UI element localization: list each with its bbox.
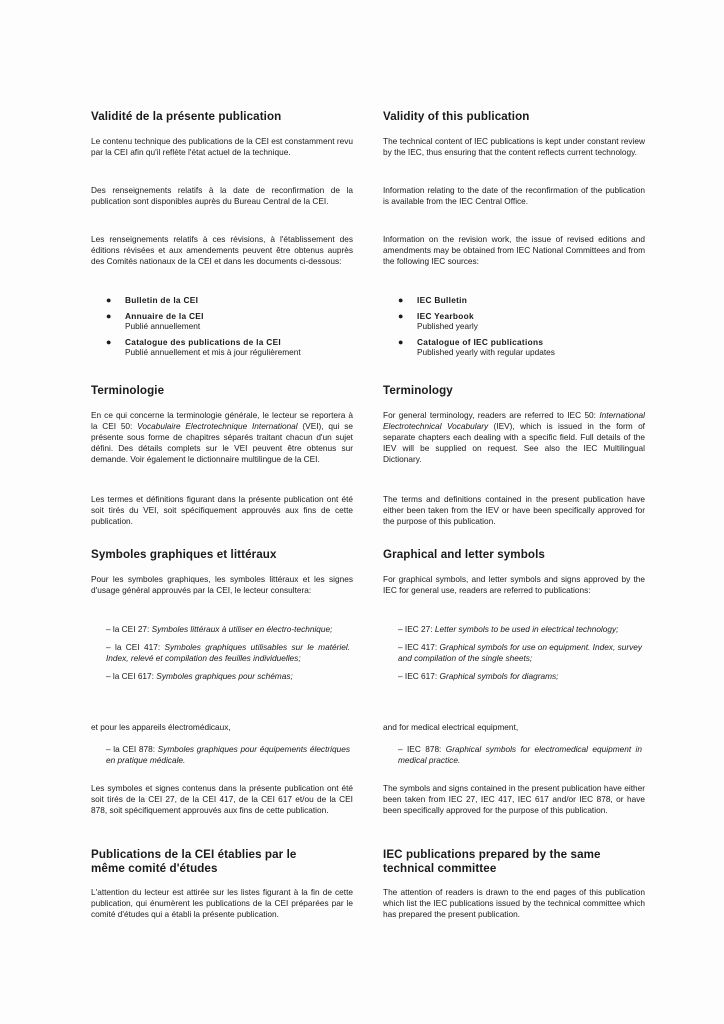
section-title-validity: Validity of this publication <box>383 110 530 123</box>
paragraph: The symbols and signs contained in the present publication have either been taken from IEC 27, IEC 417, IEC 617 and/or IEC 878, or have been specifically approved for the purpose of this publication. <box>383 783 645 815</box>
list-item: – IEC 27: Letter symbols to be used in electrical technology; <box>398 624 619 634</box>
sources-list <box>383 295 645 363</box>
sources-list <box>91 295 353 363</box>
list-item: ● Annuaire de la CEI Publié annuellement <box>106 310 204 331</box>
paragraph: et pour les appareils électromédicaux, <box>91 722 231 732</box>
paragraph: Le contenu technique des publications de la CEI est constamment revu par la CEI afin qu'il reflète l'état actuel de la technique. <box>91 136 353 157</box>
paragraph: and for medical electrical equipment, <box>383 722 519 732</box>
section-title-publications: Publications de la CEI établies par le même comité d'études <box>91 848 297 875</box>
list-item: ● Catalogue of IEC publications Published yearly with regular updates <box>398 336 555 357</box>
paragraph: The attention of readers is drawn to the end pages of this publication which list the IEC publications issued by the technical committee which has prepared the present publication. <box>383 887 645 919</box>
list-item: ● Bulletin de la CEI <box>106 295 199 305</box>
paragraph: Des renseignements relatifs à la date de reconfirmation de la publication sont disponibles auprès du Bureau Central de la CEI. <box>91 185 353 206</box>
symbols-dash-list <box>91 624 353 682</box>
section-title-symboles: Symboles graphiques et littéraux <box>91 548 277 561</box>
section-title-terminology: Terminology <box>383 384 453 397</box>
paragraph: Information on the revision work, the issue of revised editions and amendments may be obtained from IEC National Committees and from the following IEC sources: <box>383 234 645 266</box>
paragraph: Pour les symboles graphiques, les symboles littéraux et les signes d'usage général approuvés par la CEI, le lecteur consultera: <box>91 574 353 595</box>
section-title-symbols: Graphical and letter symbols <box>383 548 545 561</box>
paragraph: Les symboles et signes contenus dans la présente publication ont été soit tirés de la CEI 27, de la CEI 417, de la CEI 617 et/ou de la CEI 878, soit spécifiquement approuvés aux fins de cette publication. <box>91 783 353 815</box>
list-item: – la CEI 417: Symboles graphiques utilisables sur le matériel. Index, relevé et compilation des feuilles individuelles; <box>106 642 350 663</box>
paragraph: For graphical symbols, and letter symbols and signs approved by the IEC for general use, readers are referred to publications: <box>383 574 645 595</box>
paragraph: The technical content of IEC publications is kept under constant review by the IEC, thus ensuring that the content reflects current technology. <box>383 136 645 157</box>
paragraph: Information relating to the date of the reconfirmation of the publication is available from the IEC Central Office. <box>383 185 645 206</box>
list-item: – la CEI 27: Symboles littéraux à utiliser en électro-technique; <box>106 624 333 634</box>
list-item: ● IEC Bulletin <box>398 295 468 305</box>
section-title-validite: Validité de la présente publication <box>91 110 282 123</box>
symbols-dash-list <box>383 624 645 682</box>
paragraph: L'attention du lecteur est attirée sur les listes figurant à la fin de cette publication, qui énumèrent les publications de la CEI préparées par le comité d'études qui a établi la présente publication. <box>91 887 353 919</box>
section-title-terminologie: Terminologie <box>91 384 165 397</box>
list-item: ● Catalogue des publications de la CEI Publié annuellement et mis à jour régulièrement <box>106 336 301 357</box>
paragraph: The terms and definitions contained in the present publication have either been taken from the IEV or have been specifically approved for the purpose of this publication. <box>383 494 645 526</box>
medical-dash-list <box>383 744 645 766</box>
list-item: – la CEI 878: Symboles graphiques pour équipements électriques en pratique médicale. <box>106 744 350 765</box>
list-item: ● IEC Yearbook Published yearly <box>398 310 478 331</box>
medical-dash-list <box>91 744 353 766</box>
paragraph: En ce qui concerne la terminologie générale, le lecteur se reportera à la CEI 50: Vocabulaire Electrotechnique International (VEI), qui se présente sous forme de chapitres séparés traitant chacun d'un sujet défini. Des détails complets sur le VEI peuvent être obtenus sur demande. Voir également le dictionnaire multilingue de la CEI. <box>91 410 353 464</box>
paragraph: Les termes et définitions figurant dans la présente publication ont été soit tirés du VEI, soit spécifiquement approuvés aux fins de cette publication. <box>91 494 353 526</box>
list-item: – la CEI 617: Symboles graphiques pour schémas; <box>106 671 293 681</box>
list-item: – IEC 417: Graphical symbols for use on equipment. Index, survey and compilation of the single sheets; <box>398 642 643 663</box>
list-item: – IEC 878: Graphical symbols for electromedical equipment in medical practice. <box>398 744 642 765</box>
paragraph: For general terminology, readers are referred to IEC 50: International Electrotechnical Vocabulary (IEV), which is issued in the form of separate chapters each dealing with a specific field. Full details of the IEV will be supplied on request. See also the IEC Multilingual Dictionary. <box>383 410 645 464</box>
paragraph: Les renseignements relatifs à ces révisions, à l'établissement des éditions révisées et aux amendements peuvent être obtenus auprès des Comités nationaux de la CEI et dans les documents ci-dessous: <box>91 234 353 266</box>
section-title-iec-publications: IEC publications prepared by the same technical committee <box>383 848 601 875</box>
list-item: – IEC 617: Graphical symbols for diagrams; <box>398 671 559 681</box>
